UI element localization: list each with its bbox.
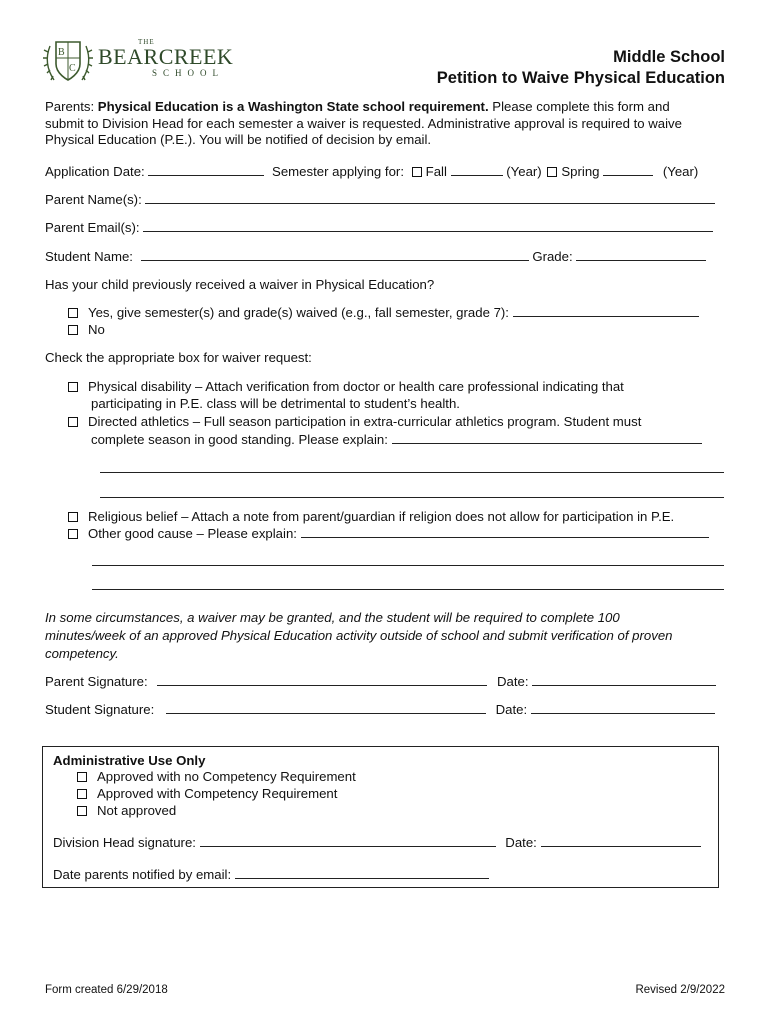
other-explain-field[interactable] xyxy=(301,526,709,538)
crest-icon xyxy=(42,36,94,88)
athletics-explain-line2[interactable] xyxy=(100,472,724,473)
intro-line1: Parents: Physical Education is a Washington State school requirement. Please complete this form and xyxy=(45,99,670,114)
logo-the: THE xyxy=(138,38,155,46)
religious-belief-option: Religious belief – Attach a note from parent/guardian if religion does not allow for participation in P.E. xyxy=(68,509,725,524)
intro-line3: Physical Education (P.E.). You will be notified of decision by email. xyxy=(45,132,432,147)
spring-checkbox[interactable] xyxy=(547,167,557,177)
form-title-line2: Petition to Waive Physical Education xyxy=(436,69,725,87)
student-date-field[interactable] xyxy=(531,702,715,714)
waiver-note-line1: In some circumstances, a waiver may be granted, and the student will be required to complete 100 xyxy=(45,610,620,625)
previous-waiver-no: No xyxy=(68,322,725,337)
form-title-line1: Middle School xyxy=(613,48,725,66)
svg-text:C: C xyxy=(69,63,76,74)
previous-waiver-question: Has your child previously received a waiver in Physical Education? xyxy=(45,277,435,292)
student-name-field[interactable] xyxy=(141,249,529,261)
division-head-signature-field[interactable] xyxy=(200,835,496,847)
directed-athletics-option: Directed athletics – Full season participation in extra-curricular athletics program. Student must xyxy=(68,414,725,429)
physical-disability-option: Physical disability – Attach verification from doctor or health care professional indicating that xyxy=(68,379,725,394)
footer-created: Form created 6/29/2018 xyxy=(45,984,168,996)
parent-emails-field[interactable] xyxy=(143,220,713,232)
admin-option-2: Approved with Competency Requirement xyxy=(77,786,337,801)
division-head-row: Division Head signature: Date: xyxy=(53,835,701,850)
admin-option-1: Approved with no Competency Requirement xyxy=(77,769,356,784)
application-date-field[interactable] xyxy=(148,164,264,176)
student-signature-field[interactable] xyxy=(166,702,486,714)
student-row: Student Name: Grade: xyxy=(45,249,725,264)
waiver-request-heading: Check the appropriate box for waiver request: xyxy=(45,350,312,365)
waiver-note-line2: minutes/week of an approved Physical Education activity outside of school and submit verification of proven xyxy=(45,628,673,643)
athletics-explain-field[interactable] xyxy=(392,432,702,444)
religious-belief-checkbox[interactable] xyxy=(68,512,78,522)
parent-names-row: Parent Name(s): xyxy=(45,192,725,207)
parent-signature-row: Parent Signature: Date: xyxy=(45,674,725,689)
parent-signature-field[interactable] xyxy=(157,674,487,686)
other-cause-option: Other good cause – Please explain: xyxy=(68,526,725,541)
physical-disability-line2: participating in P.E. class will be detrimental to student’s health. xyxy=(91,396,460,411)
svg-text:B: B xyxy=(58,47,65,58)
waived-semester-field[interactable] xyxy=(513,305,699,317)
application-row: Application Date: Semester applying for: Fall (Year) Spring (Year) xyxy=(45,164,699,179)
approved-no-competency-checkbox[interactable] xyxy=(77,772,87,782)
athletics-explain-line3[interactable] xyxy=(100,497,724,498)
logo-name: BEARCREEK xyxy=(98,44,234,69)
waiver-note-line3: competency. xyxy=(45,646,119,661)
school-logo xyxy=(42,36,232,88)
directed-athletics-line2: complete season in good standing. Please explain: xyxy=(91,432,725,447)
yes-checkbox[interactable] xyxy=(68,308,78,318)
admin-heading: Administrative Use Only xyxy=(53,753,206,768)
approved-competency-checkbox[interactable] xyxy=(77,789,87,799)
other-explain-line3[interactable] xyxy=(92,589,724,590)
intro-line2: submit to Division Head for each semester a waiver is requested. Administrative approval is required to waive xyxy=(45,116,682,131)
notified-row: Date parents notified by email: xyxy=(53,867,489,882)
notified-date-field[interactable] xyxy=(235,867,489,879)
other-explain-line2[interactable] xyxy=(92,565,724,566)
logo-school: SCHOOL xyxy=(152,68,225,78)
fall-year-field[interactable] xyxy=(451,164,503,176)
directed-athletics-checkbox[interactable] xyxy=(68,417,78,427)
division-head-date-field[interactable] xyxy=(541,835,701,847)
admin-option-3: Not approved xyxy=(77,803,176,818)
parent-emails-row: Parent Email(s): xyxy=(45,220,725,235)
footer-revised: Revised 2/9/2022 xyxy=(635,984,725,996)
grade-field[interactable] xyxy=(576,249,706,261)
other-cause-checkbox[interactable] xyxy=(68,529,78,539)
spring-year-field[interactable] xyxy=(603,164,653,176)
not-approved-checkbox[interactable] xyxy=(77,806,87,816)
no-checkbox[interactable] xyxy=(68,325,78,335)
physical-disability-checkbox[interactable] xyxy=(68,382,78,392)
parent-date-field[interactable] xyxy=(532,674,716,686)
admin-use-box xyxy=(42,746,719,888)
fall-checkbox[interactable] xyxy=(412,167,422,177)
previous-waiver-yes: Yes, give semester(s) and grade(s) waived (e.g., fall semester, grade 7): xyxy=(68,305,725,320)
student-signature-row: Student Signature: Date: xyxy=(45,702,725,717)
parent-names-field[interactable] xyxy=(145,192,715,204)
